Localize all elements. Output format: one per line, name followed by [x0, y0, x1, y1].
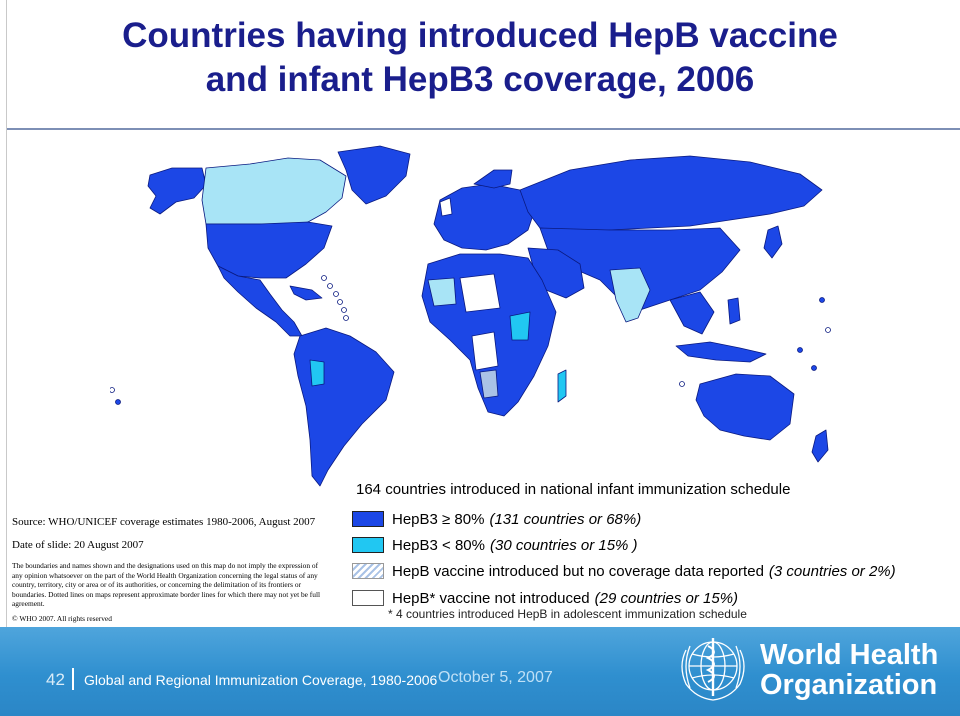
map-scandinavia: [474, 170, 512, 188]
legend-detail: (131 countries or 68%): [489, 510, 642, 528]
map-alaska: [148, 168, 206, 214]
map-africa-light-2: [510, 312, 530, 340]
footer-title: Global and Regional Immunization Coverage, 1980-2006: [84, 672, 438, 688]
map-australia: [696, 374, 794, 440]
slide-date: Date of slide: 20 August 2007: [12, 539, 144, 551]
source-text: Source: WHO/UNICEF coverage estimates 1980-2006, August 2007: [12, 516, 316, 528]
copyright-text: © WHO 2007. All rights reserved: [12, 614, 112, 623]
legend-detail: (30 countries or 15% ): [489, 536, 638, 554]
legend-label: HepB* vaccine not introduced: [392, 589, 590, 607]
title-divider: [7, 128, 960, 130]
slide-number: 42: [46, 670, 65, 689]
map-canada: [202, 158, 346, 228]
slide-title: [0, 14, 960, 102]
who-wordmark: [760, 640, 938, 700]
title-line-1: Countries having introduced HepB vaccine: [122, 16, 838, 55]
footer-separator: [72, 668, 74, 690]
legend-swatch-hatched: [352, 563, 384, 579]
legend-label: HepB3 < 80%: [392, 536, 485, 554]
title-line-2: and infant HepB3 coverage, 2006: [205, 60, 755, 99]
map-africa-white-2: [472, 332, 498, 370]
legend-swatch-dark-blue: [352, 511, 384, 527]
map-europe: [434, 184, 536, 250]
map-greenland: [338, 146, 410, 204]
map-south-america-light: [310, 360, 324, 386]
map-madagascar: [558, 370, 566, 402]
legend-heading: 164 countries introduced in national infant immunization schedule: [356, 481, 791, 498]
legend-swatch-white: [352, 590, 384, 606]
who-emblem-icon: [672, 632, 754, 704]
map-new-zealand: [812, 430, 828, 462]
map-japan: [764, 226, 782, 258]
map-philippines: [728, 298, 740, 324]
legend-detail: (29 countries or 15%): [594, 589, 739, 607]
who-wordmark-line-1: World Health: [760, 639, 939, 671]
legend-item-not-introduced: [352, 588, 738, 608]
legend-detail: (3 countries or 2%): [768, 562, 896, 580]
who-wordmark-line-2: Organization: [760, 669, 938, 701]
map-caribbean: [290, 286, 322, 300]
legend-item-hepb3-ge80: [352, 509, 641, 529]
map-south-america: [294, 328, 394, 486]
legend-swatch-light-blue: [352, 537, 384, 553]
legend-label: HepB3 ≥ 80%: [392, 510, 485, 528]
map-southeast-asia: [670, 292, 714, 334]
world-map: [110, 140, 850, 500]
map-india: [610, 268, 650, 322]
map-africa-white: [460, 274, 500, 312]
map-indonesia: [676, 342, 766, 362]
disclaimer-text: The boundaries and names shown and the designations used on this map do not imply the expression of any opinion whatsoever on the part of the World Health Organization concerning the legal status of any country, territory, city or area or of its authorities, or concerning the delimitation of its frontiers or boundaries. Dotted lines on maps represent approximate border lines for which there may not yet be full agreement.: [12, 561, 321, 608]
legend-label: HepB vaccine introduced but no coverage data reported: [392, 562, 764, 580]
map-russia: [520, 156, 822, 232]
legend-item-hepb3-lt80: [352, 535, 638, 555]
legend-item-no-data: [352, 561, 896, 581]
legend-footnote: * 4 countries introduced HepB in adolescent immunization schedule: [388, 607, 747, 621]
footer-date: October 5, 2007: [438, 669, 553, 686]
